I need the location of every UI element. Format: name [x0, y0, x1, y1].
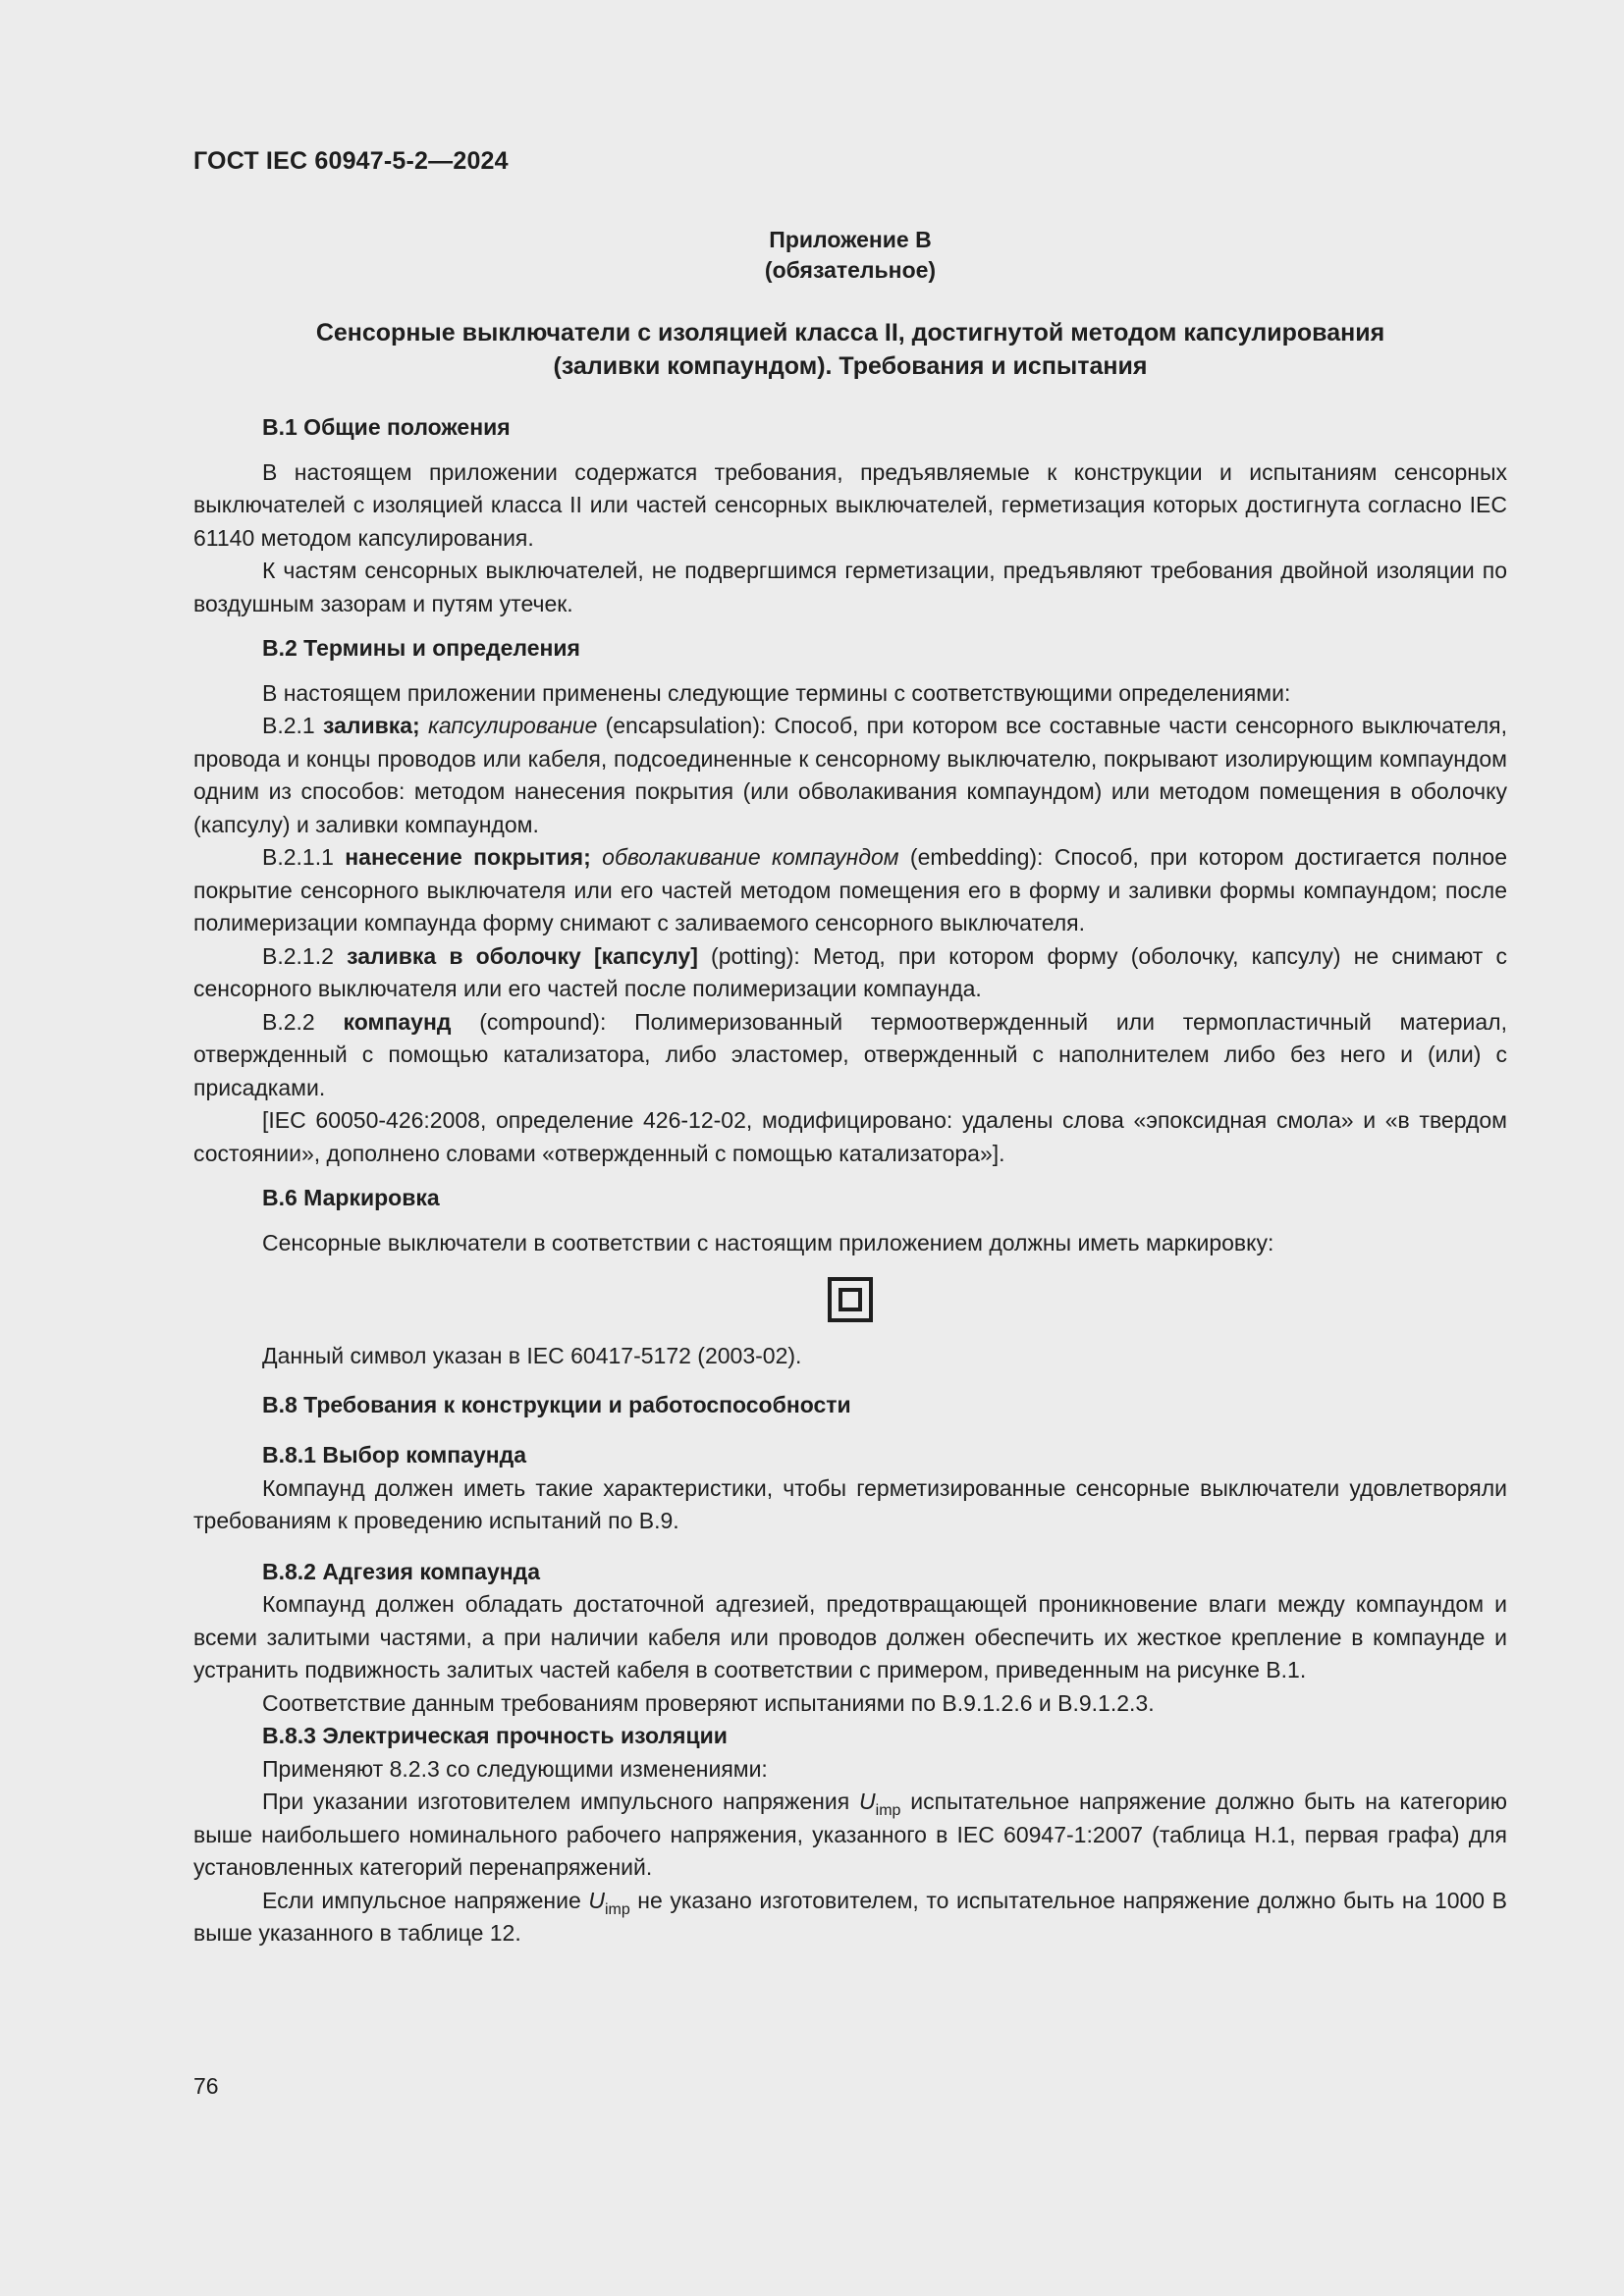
paragraph-b83-2 [193, 1786, 1507, 1885]
paragraph-b82-2: Соответствие данным требованиям проверяют испытаниями по В.9.1.2.6 и В.9.1.2.3. [262, 1689, 1155, 1716]
paragraph-b1-1: В настоящем приложении содержатся требования, предъявляемые к конструкции и испытаниям сенсорных выключателей с изоляцией класса II или частей сенсорных выключателей, герметизация которых достигнута согласно IEC 61140 методом капсулирования. [193, 458, 1507, 551]
paragraph-b1-2: К частям сенсорных выключателей, не подвергшимся герметизации, предъявляют требования двойной изоляции по воздушным зазорам и путям утечек. [193, 558, 1507, 616]
term-number: В.2.1.2 [262, 942, 348, 969]
appendix-caption [193, 225, 1507, 286]
appendix-status: (обязательное) [764, 257, 937, 283]
term-name: нанесение покрытия; [345, 844, 591, 870]
subsection-heading-b82: В.8.2 Адгезия компаунда [262, 1558, 541, 1584]
document-body [193, 411, 1507, 1950]
voltage-symbol: U [588, 1887, 605, 1913]
term-definition-b21 [193, 710, 1507, 841]
section-heading-b8: В.8 Требования к конструкции и работоспособности [262, 1391, 851, 1417]
appendix-label: Приложение В [769, 227, 932, 252]
voltage-symbol: U [859, 1789, 876, 1814]
section-heading-b2: В.2 Термины и определения [262, 635, 580, 661]
document-code: ГОСТ IEC 60947-5-2—2024 [193, 147, 509, 175]
text-run: Если импульсное напряжение [262, 1887, 589, 1913]
text-run: не указано изготовителем, то испытательное напряжение должно быть на 1000 В выше указанного в таблице 12. [193, 1887, 1507, 1946]
term-number: В.2.1.1 [262, 844, 346, 870]
appendix-title-line-1: Сенсорные выключатели с изоляцией класса II, достигнутой методом капсулирования [315, 319, 1385, 347]
subsection-heading-b81: В.8.1 Выбор компаунда [262, 1442, 527, 1468]
term-synonym: капсулирование [427, 713, 598, 738]
term-source-note: [IEC 60050-426:2008, определение 426-12-02, модифицировано: удалены слова «эпоксидная смола» и «в твердом состоянии», дополнено словами «отвержденный с помощью катализатора»]. [193, 1107, 1507, 1166]
term-synonym: обволакивание компаундом [602, 844, 899, 870]
paragraph-b6-2: Данный символ указан в IEC 60417-5172 (2003-02). [262, 1343, 802, 1368]
term-name: заливка; [322, 713, 420, 738]
paragraph-b2-intro: В настоящем приложении применены следующие термины с соответствующими определениями: [262, 679, 1291, 706]
page-number: 76 [193, 2073, 219, 2099]
term-name: компаунд [343, 1008, 452, 1035]
subsection-heading-b83: В.8.3 Электрическая прочность изоляции [262, 1723, 728, 1748]
term-definition-b22 [193, 1006, 1507, 1105]
paragraph-b83-1: Применяют 8.2.3 со следующими изменениями: [262, 1755, 768, 1782]
class-ii-double-square-icon [828, 1277, 873, 1322]
text-run: При указании изготовителем импульсного напряжения [262, 1789, 860, 1814]
class-ii-inner-square [839, 1288, 862, 1311]
paragraph-b6-1: Сенсорные выключатели в соответствии с настоящим приложением должны иметь маркировку: [262, 1229, 1274, 1255]
term-definition-text: (compound): Полимеризованный термоотвержденный или термопластичный материал, отвержденный с помощью катализатора, либо эластомер, отвержденный с наполнителем либо без него и (или) с присадками. [193, 1008, 1507, 1100]
term-definition-text: (embedding): Способ, при котором достигается полное покрытие сенсорного выключателя или его частей методом помещения его в форму и заливки формы компаундом; после полимеризации компаунда форму снимают с заливаемого сенсорного выключателя. [193, 844, 1507, 935]
term-definition-text: (encapsulation): Способ, при котором все составные части сенсорного выключателя, провода и концы проводов или кабеля, подсоединенные к сенсорному выключателю, покрывают изолирующим компаундом одним из способов: методом нанесения покрытия (или обволакивания компаундом) или методом помещения в оболочку (капсулу) и заливки компаундом. [193, 713, 1508, 837]
term-definition-b211 [193, 841, 1507, 940]
text-run: испытательное напряжение должно быть на категорию выше наибольшего номинального рабочего напряжения, указанного в IEC 60947-1:2007 (таблица Н.1, первая графа) для установленных категорий перенапряжений. [193, 1789, 1508, 1880]
voltage-subscript: imp [875, 1802, 901, 1819]
voltage-subscript: imp [604, 1900, 630, 1918]
term-definition-b212 [193, 940, 1507, 1006]
term-name: заливка в оболочку [капсулу] [347, 942, 698, 969]
term-number: В.2.1 [262, 713, 323, 738]
paragraph-b83-3 [193, 1885, 1507, 1950]
appendix-title-line-2: (заливки компаундом). Требования и испытания [553, 352, 1148, 380]
paragraph-b82-1: Компаунд должен обладать достаточной адгезией, предотвращающей проникновение влаги между компаундом и всеми залитыми частями, а при наличии кабеля или проводов должен обеспечить их жесткое крепление в компаунде и устранить подвижность залитых частей кабеля в соответствии с примером, приведенным на рисунке В.1. [193, 1591, 1507, 1682]
term-definition-text: (potting): Метод, при котором форму (оболочку, капсулу) не снимают с сенсорного выключателя или его частей после полимеризации компаунда. [193, 942, 1507, 1001]
appendix-title [193, 316, 1507, 383]
paragraph-b81-1: Компаунд должен иметь такие характеристики, чтобы герметизированные сенсорные выключатели удовлетворяли требованиям к проведению испытаний по В.9. [193, 1474, 1507, 1533]
section-heading-b6: В.6 Маркировка [262, 1185, 440, 1210]
section-heading-b1: В.1 Общие положения [262, 414, 511, 440]
marking-symbol [193, 1265, 1507, 1334]
term-number: В.2.2 [262, 1008, 344, 1035]
